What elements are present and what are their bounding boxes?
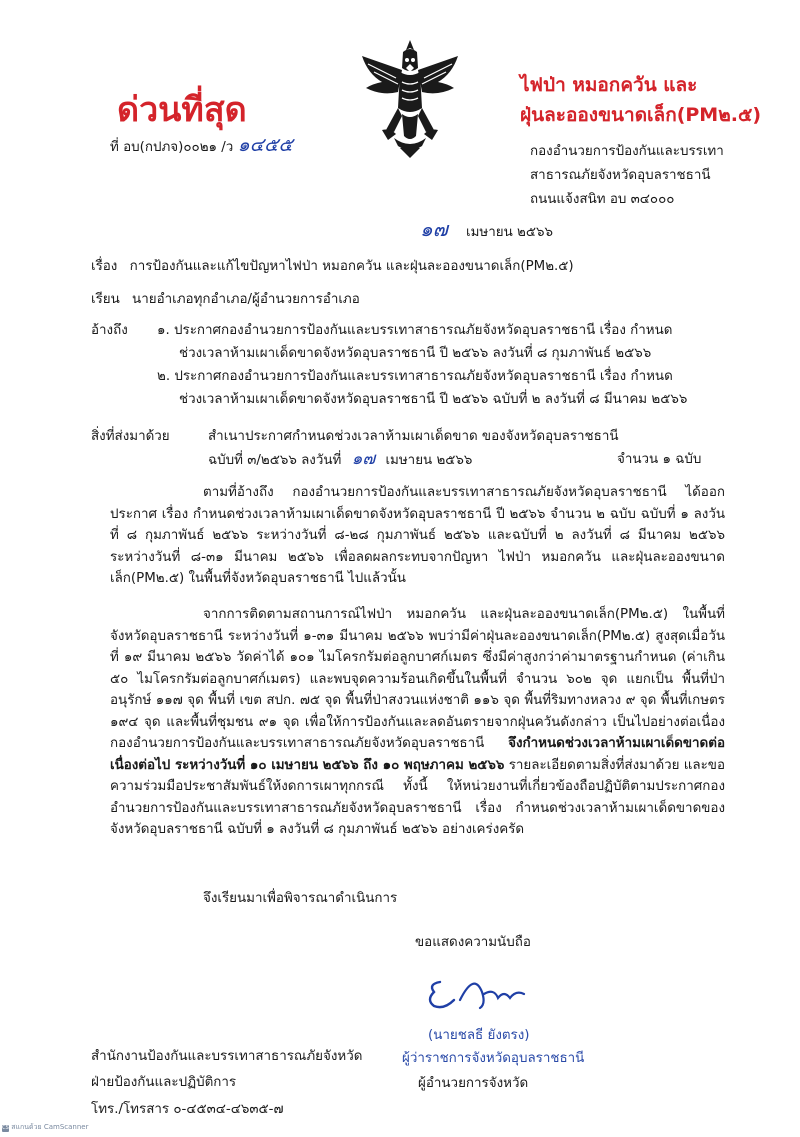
scanner-watermark	[2, 1122, 88, 1133]
footer-phone: โทร./โทรสาร ๐-๔๕๓๔-๔๖๓๕-๗	[91, 1102, 284, 1117]
enclosure-count: จำนวน ๑ ฉบับ	[617, 452, 702, 467]
subject-line	[91, 258, 574, 276]
red-title-line1: ไฟป่า หมอกควัน และ	[520, 74, 698, 96]
body-paragraph-2-text-b: รายละเอียดตามสิ่งที่ส่งมาด้วย และขอความร่วมมือประชาสัมพันธ์ให้งดการเผาทุกกรณี ทั้งนี้ ให้หน่วยงานที่เกี่ยวข้องถือปฏิบัติตามประกาศกองอำนวยการป้องกันและบรรเทาสาธารณภัยจังหวัดอุบลราชธานี เรื่อง กำหนดช่วงเวลาห้ามเผาเด็ดขาดของจังหวัดอุบลราชธานี ฉบับที่ ๑ ลงวันที่ ๘ กุมภาพันธ์ ๒๕๖๖ อย่างเคร่งครัด	[110, 757, 725, 837]
enclosure-line2-a: ฉบับที่ ๓/๒๕๖๖ ลงวันที่	[208, 453, 342, 468]
document-date	[420, 217, 553, 242]
enclosure-label: สิ่งที่ส่งมาด้วย	[91, 429, 170, 444]
date-day-handwritten: ๑๗	[420, 217, 448, 241]
body-paragraph-2	[110, 604, 725, 841]
body-paragraph-1-text: ตามที่อ้างถึง กองอำนวยการป้องกันและบรรเทาสาธารณภัยจังหวัดอุบลราชธานี ได้ออกประกาศ เรื่อง กำหนดช่วงเวลาห้ามเผาเด็ดขาดจังหวัดอุบลราชธานี ปี ๒๕๖๖ จำนวน ๒ ฉบับ ฉบับที่ ๑ ลงวันที่ ๘ กุมภาพันธ์ ๒๕๖๖ ระหว่างวันที่ ๘-๒๘ กุมภาพันธ์ ๒๕๖๖ และฉบับที่ ๒ ลงวันที่ ๘ มีนาคม ๒๕๖๖ ระหว่างวันที่ ๘-๓๑ มีนาคม ๒๕๖๖ เพื่อลดผลกระทบจากปัญหา ไฟป่า หมอกควัน และฝุ่นละอองขนาดเล็ก(PM๒.๕) ในพื้นที่จังหวัดอุบลราชธานี ไปแล้วนั้น	[110, 485, 725, 586]
references-label: อ้างถึง	[91, 323, 128, 338]
subject-text: การป้องกันและแก้ไขปัญหาไฟป่า หมอกควัน และฝุ่นละอองขนาดเล็ก(PM๒.๕)	[129, 259, 574, 274]
org-address-line1: กองอำนวยการป้องกันและบรรเทา	[530, 144, 724, 159]
enclosure-line2-b: เมษายน ๒๕๖๖	[385, 453, 473, 468]
org-address-line2: สาธารณภัยจังหวัดอุบลราชธานี	[530, 168, 711, 183]
scanner-text: สแกนด้วย CamScanner	[11, 1123, 89, 1131]
garuda-emblem	[358, 38, 462, 160]
doc-number	[110, 136, 293, 157]
enclosure-line1: สำเนาประกาศกำหนดช่วงเวลาห้ามเผาเด็ดขาด ของจังหวัดอุบลราชธานี	[208, 429, 619, 444]
doc-number-label: ที่ อบ(กปภจ)๐๐๒๑ /ว	[110, 140, 234, 155]
enclosure-day-handwritten: ๑๗	[351, 449, 376, 469]
recipient-line	[91, 291, 360, 309]
subject-label: เรื่อง	[91, 259, 118, 274]
closing-regards: ขอแสดงความนับถือ	[415, 935, 531, 950]
urgent-label: ด่วนที่สุด	[117, 90, 247, 130]
scanner-icon: CS	[2, 1125, 9, 1131]
reference-item-2-line2: ช่วงเวลาห้ามเผาเด็ดขาดจังหวัดอุบลราชธานี ปี ๒๕๖๖ ฉบับที่ ๒ ลงวันที่ ๘ มีนาคม ๒๕๖๖	[179, 392, 688, 407]
body-paragraph-2-text-a: จากการติดตามสถานการณ์ไฟป่า หมอกควัน และฝุ่นละอองขนาดเล็ก(PM๒.๕) ในพื้นที่จังหวัดอุบลราชธานี ระหว่างวันที่ ๑-๓๑ มีนาคม ๒๕๖๖ พบว่ามีค่าฝุ่นละอองขนาดเล็ก(PM๒.๕) สูงสุดเมื่อวันที่ ๑๙ มีนาคม ๒๕๖๖ วัดค่าได้ ๑๐๑ ไมโครกรัมต่อลูกบาศก์เมตร ซึ่งมีค่าสูงกว่าค่ามาตรฐานกำหนด (ค่าเกิน ๕๐ ไมโครกรัมต่อลูกบาศก์เมตร) และพบจุดความร้อนเกิดขึ้นในพื้นที่ จำนวน ๖๐๒ จุด แยกเป็น พื้นที่ป่าอนุรักษ์ ๑๑๗ จุด พื้นที่ เขต สปก. ๗๕ จุด พื้นที่ป่าสงวนแห่งชาติ ๑๑๖ จุด พื้นที่ริมทางหลวง ๙ จุด พื้นที่เกษตร ๑๙๔ จุด และพื้นที่ชุมชน ๙๑ จุด เพื่อให้การป้องกันและลดอันตรายจากฝุ่นควันดังกล่าว เป็นไปอย่างต่อเนื่อง กองอำนวยการป้องกันและบรรเทาสาธารณภัยจังหวัดอุบลราชธานี	[110, 607, 725, 751]
footer-office: สำนักงานป้องกันและบรรเทาสาธารณภัยจังหวัด	[91, 1049, 363, 1064]
doc-number-handwritten: ๑๔๕๕	[237, 134, 293, 156]
body-paragraph-2-bold: จึงกำหนดช่วงเวลาห้ามเผาเด็ดขาดต่อเนื่องต่อไป ระหว่างวันที่ ๑๐ เมษายน ๒๕๖๖ ถึง ๑๐ พฤษภาคม ๒๕๖๖	[110, 736, 725, 773]
body-paragraph-3: จึงเรียนมาเพื่อพิจารณาดำเนินการ	[203, 891, 398, 906]
reference-item-1-line1: ๑. ประกาศกองอำนวยการป้องกันและบรรเทาสาธารณภัยจังหวัดอุบลราชธานี เรื่อง กำหนด	[157, 323, 673, 338]
signer-position-stamp: ผู้ว่าราชการจังหวัดอุบลราชธานี	[402, 1051, 585, 1066]
reference-item-2-line1: ๒. ประกาศกองอำนวยการป้องกันและบรรเทาสาธารณภัยจังหวัดอุบลราชธานี เรื่อง กำหนด	[157, 369, 673, 384]
signer-name: (นายชลธี ยังตรง)	[428, 1028, 530, 1043]
red-title-line2: ฝุ่นละอองขนาดเล็ก(PM๒.๕)	[520, 104, 762, 126]
body-paragraph-1	[110, 482, 725, 590]
recipient-label: เรียน	[91, 292, 120, 307]
signer-position: ผู้อำนวยการจังหวัด	[418, 1076, 529, 1091]
org-address-line3: ถนนแจ้งสนิท อบ ๓๔๐๐๐	[530, 192, 675, 207]
enclosure-line2	[208, 450, 472, 470]
recipient-text: นายอำเภอทุกอำเภอ/ผู้อำนวยการอำเภอ	[132, 292, 360, 307]
footer-division: ฝ่ายป้องกันและปฏิบัติการ	[91, 1075, 237, 1090]
date-month-year: เมษายน ๒๕๖๖	[466, 225, 553, 240]
signature	[424, 970, 534, 1020]
reference-item-1-line2: ช่วงเวลาห้ามเผาเด็ดขาดจังหวัดอุบลราชธานี ปี ๒๕๖๖ ลงวันที่ ๘ กุมภาพันธ์ ๒๕๖๖	[179, 346, 652, 361]
